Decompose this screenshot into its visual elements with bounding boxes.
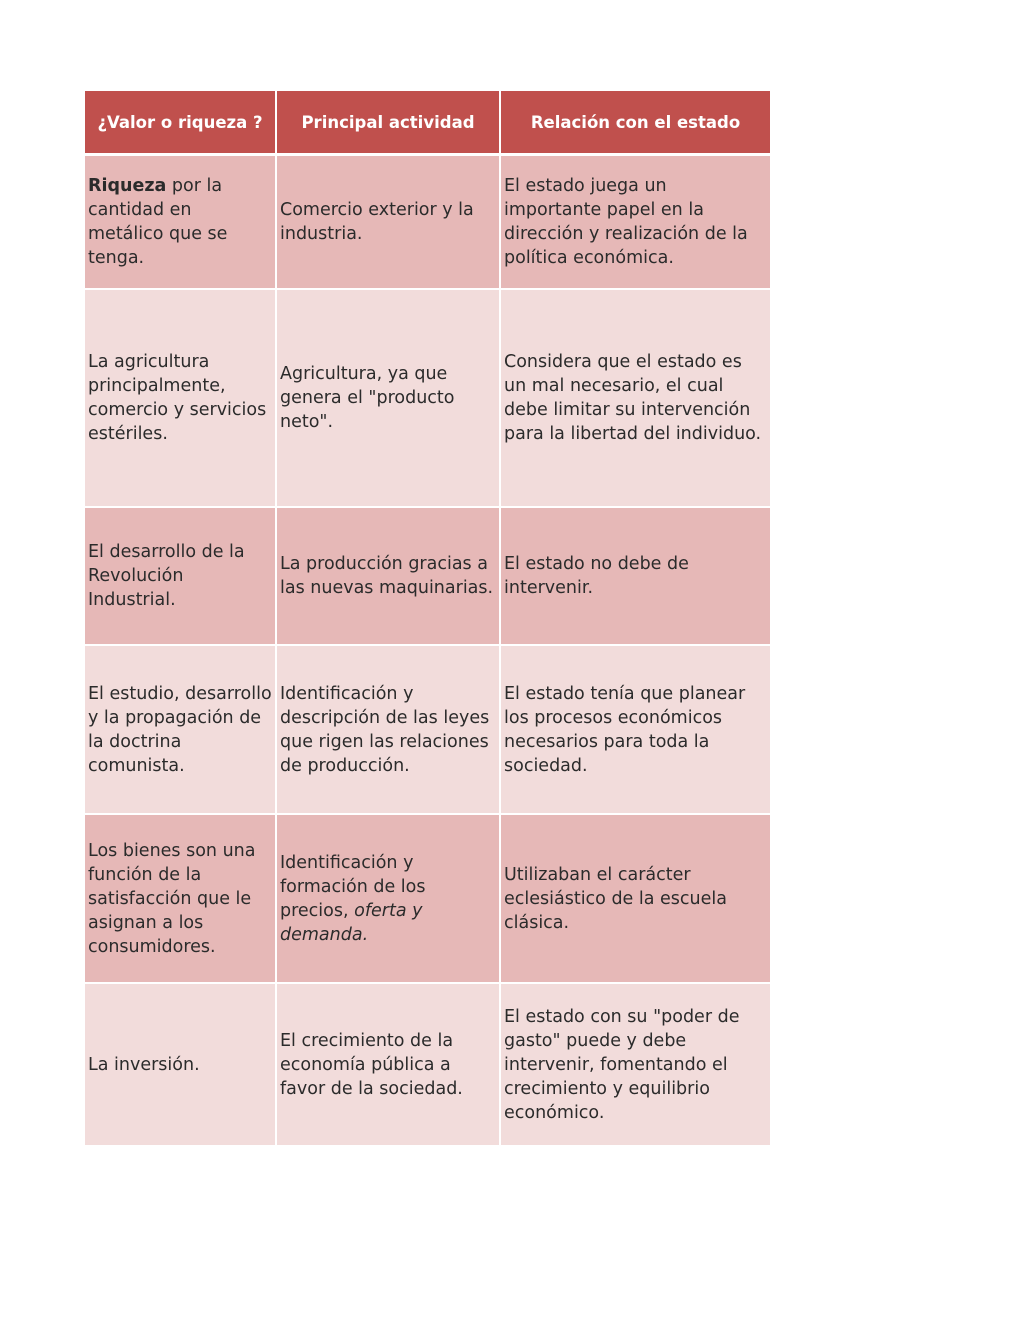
table-cell-valor: Los bienes son una función de la satisfacción que le asignan a los consumidores. — [85, 815, 277, 984]
table-cell-actividad: Agricultura, ya que genera el "producto neto". — [277, 290, 501, 508]
table-row — [85, 984, 770, 1147]
table-cell-valor — [85, 156, 277, 290]
table-cell-valor: El desarrollo de la Revolución Industrial. — [85, 508, 277, 646]
table-cell-estado: Utilizaban el carácter eclesiástico de la escuela clásica. — [501, 815, 770, 984]
table-row — [85, 815, 770, 984]
precios-plain-text: Identificación y formación de los precios, — [280, 852, 426, 921]
table-cell-estado: El estado juega un importante papel en la dirección y realización de la política económica. — [501, 156, 770, 290]
header-valor-riqueza: ¿Valor o riqueza ? — [85, 91, 277, 156]
table-cell-actividad: La producción gracias a las nuevas maquinarias. — [277, 508, 501, 646]
header-relacion-estado: Relación con el estado — [501, 91, 770, 156]
header-principal-actividad: Principal actividad — [277, 91, 501, 156]
economic-schools-table — [85, 91, 770, 1147]
table-header-row — [85, 91, 770, 156]
table-cell-valor: La inversión. — [85, 984, 277, 1147]
table-cell-actividad — [277, 815, 501, 984]
oferta-demanda-italic-text: oferta y demanda. — [280, 900, 423, 945]
table-row — [85, 508, 770, 646]
table-cell-valor: El estudio, desarrollo y la propagación de la doctrina comunista. — [85, 646, 277, 815]
table-cell-valor: La agricultura principalmente, comercio y servicios estériles. — [85, 290, 277, 508]
riqueza-bold-text: Riqueza — [88, 176, 167, 196]
riqueza-rest-text: por la cantidad en metálico que se tenga. — [88, 176, 228, 268]
table-cell-actividad: El crecimiento de la economía pública a favor de la sociedad. — [277, 984, 501, 1147]
table-cell-actividad: Comercio exterior y la industria. — [277, 156, 501, 290]
table-cell-actividad: Identificación y descripción de las leyes que rigen las relaciones de producción. — [277, 646, 501, 815]
table-row — [85, 290, 770, 508]
table-cell-estado: El estado tenía que planear los procesos económicos necesarios para toda la sociedad. — [501, 646, 770, 815]
table-cell-estado: El estado no debe de intervenir. — [501, 508, 770, 646]
table-row — [85, 646, 770, 815]
table-cell-estado: El estado con su "poder de gasto" puede y debe intervenir, fomentando el crecimiento y equilibrio económico. — [501, 984, 770, 1147]
table-row — [85, 156, 770, 290]
table-cell-estado: Considera que el estado es un mal necesario, el cual debe limitar su intervención para la libertad del individuo. — [501, 290, 770, 508]
